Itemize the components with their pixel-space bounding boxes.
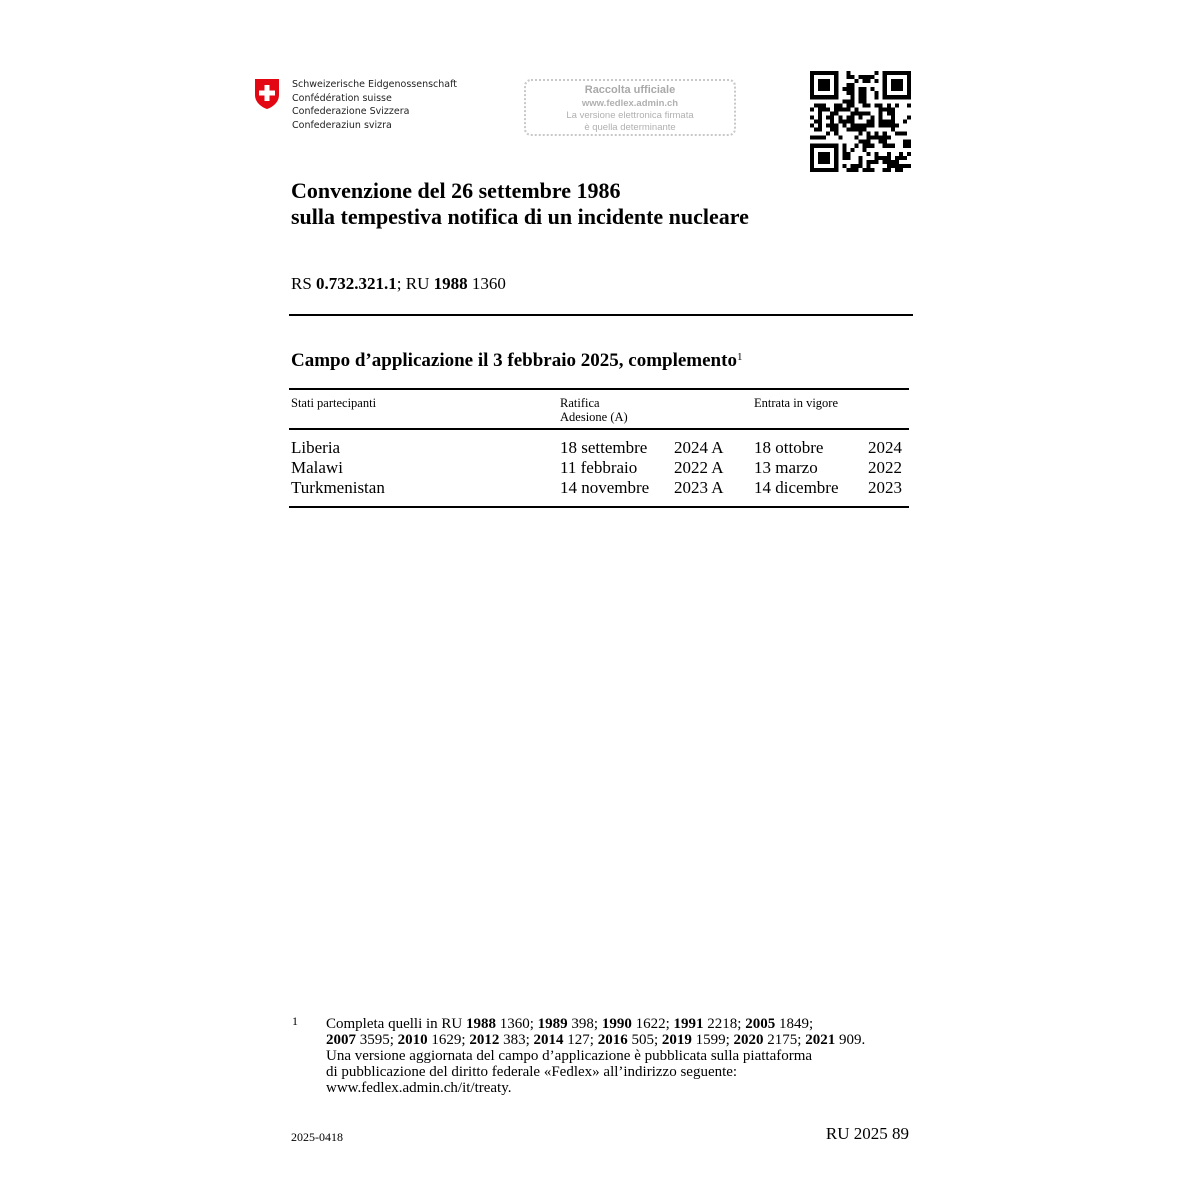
qr-code-icon xyxy=(810,71,911,172)
ref-page: 1622; xyxy=(631,1016,674,1032)
ru-label: ; RU xyxy=(396,274,434,293)
footnote-number: 1 xyxy=(292,1014,298,1028)
document-title xyxy=(291,178,749,230)
footnote-prefix: Completa quelli in RU xyxy=(326,1016,466,1032)
ref-year: 2016 xyxy=(597,1032,628,1048)
ref-page: 1849; xyxy=(775,1016,814,1032)
ref-year: 1991 xyxy=(673,1016,704,1032)
row-entry-year: 2024 xyxy=(868,438,902,457)
section-subtitle xyxy=(291,350,742,372)
header-entry-into-force: Entrata in vigore xyxy=(754,396,838,410)
ref-page: 909. xyxy=(835,1032,866,1048)
row-state: Malawi xyxy=(291,458,343,477)
subtitle-text: Campo d’applicazione il 3 febbraio 2025, complemento xyxy=(291,350,737,371)
header-ratification-line1: Ratifica xyxy=(560,396,600,410)
stamp-url: www.fedlex.admin.ch xyxy=(581,98,679,109)
confederation-name-rm: Confederaziun svizra xyxy=(292,119,392,131)
ref-page: 2218; xyxy=(703,1016,746,1032)
table-header-rule xyxy=(289,428,909,430)
row-entry-year: 2022 xyxy=(868,458,902,477)
ref-page: 3595; xyxy=(356,1032,398,1048)
row-ratification-year: 2023 A xyxy=(674,478,724,497)
document-reference xyxy=(291,274,506,294)
row-ratification-date: 11 febbraio xyxy=(560,458,638,477)
row-ratification-year: 2024 A xyxy=(674,438,724,457)
footnote-line-3: Una versione aggiornata del campo d’applicazione è pubblicata sulla piattaforma xyxy=(326,1048,813,1064)
rs-label: RS xyxy=(291,274,317,293)
ref-year: 2007 xyxy=(326,1032,356,1048)
row-ratification-date: 18 settembre xyxy=(560,438,648,457)
ref-page: 2175; xyxy=(763,1032,806,1048)
ref-year: 2012 xyxy=(469,1032,500,1048)
ref-year: 2010 xyxy=(397,1032,428,1048)
stamp-note-1: La versione elettronica firmata xyxy=(566,110,694,121)
row-ratification-year: 2022 A xyxy=(674,458,724,477)
ref-page: 1599; xyxy=(691,1032,734,1048)
rs-number: 0.732.321.1 xyxy=(316,274,397,293)
confederation-name-de: Schweizerische Eidgenossenschaft xyxy=(292,79,458,90)
ref-page: 1629; xyxy=(427,1032,470,1048)
footnote-line-4: di pubblicazione del diritto federale «Fedlex» all’indirizzo seguente: xyxy=(326,1064,738,1080)
ref-year: 2019 xyxy=(661,1032,692,1048)
row-entry-date: 13 marzo xyxy=(754,458,818,477)
ref-year: 2005 xyxy=(745,1016,776,1032)
title-line-2: sulla tempestiva notifica di un incidente nucleare xyxy=(291,204,749,229)
official-collection-stamp xyxy=(524,79,736,136)
ref-year: 1990 xyxy=(601,1016,632,1032)
header-ratification-line2: Adesione (A) xyxy=(560,410,628,424)
row-state: Turkmenistan xyxy=(291,478,385,497)
ref-page: 383; xyxy=(499,1032,534,1048)
stamp-note-2: è quella determinante xyxy=(584,122,676,133)
row-entry-date: 18 ottobre xyxy=(754,438,824,457)
ref-year: 1988 xyxy=(466,1016,496,1032)
ru-year: 1988 xyxy=(433,274,468,293)
row-ratification-date: 14 novembre xyxy=(560,478,650,497)
ref-page: 1360; xyxy=(496,1016,538,1032)
document-number: 2025-0418 xyxy=(291,1130,343,1144)
section-divider xyxy=(289,314,913,316)
table-top-rule xyxy=(289,388,909,390)
ref-year: 2014 xyxy=(533,1032,564,1048)
row-entry-date: 14 dicembre xyxy=(754,478,839,497)
swiss-cross-icon xyxy=(253,78,281,110)
stamp-title: Raccolta ufficiale xyxy=(584,84,676,96)
row-state: Liberia xyxy=(291,438,341,457)
footnote-line-2 xyxy=(326,1032,916,1048)
row-entry-year: 2023 xyxy=(868,478,902,497)
ref-page: 127; xyxy=(563,1032,598,1048)
ref-year: 2021 xyxy=(805,1032,836,1048)
ref-year: 2020 xyxy=(733,1032,764,1048)
ru-page: 1360 xyxy=(467,274,506,293)
header-ratification xyxy=(560,396,628,424)
footnote-text xyxy=(326,1016,916,1096)
footnote-marker[interactable]: 1 xyxy=(736,351,743,363)
ref-year: 1989 xyxy=(537,1016,568,1032)
ref-page: 398; xyxy=(567,1016,602,1032)
header-states: Stati partecipanti xyxy=(291,396,377,410)
confederation-name-it: Confederazione Svizzera xyxy=(292,106,410,117)
fedlex-treaty-link[interactable]: www.fedlex.admin.ch/it/treaty. xyxy=(326,1080,512,1096)
page-reference: RU 2025 89 xyxy=(825,1124,909,1143)
confederation-name-fr: Confédération suisse xyxy=(292,92,392,104)
footnote-line-1 xyxy=(326,1016,916,1032)
table-bottom-rule xyxy=(289,506,909,508)
ref-page: 505; xyxy=(627,1032,662,1048)
confederation-names xyxy=(292,78,457,132)
title-line-1: Convenzione del 26 settembre 1986 xyxy=(291,178,621,203)
